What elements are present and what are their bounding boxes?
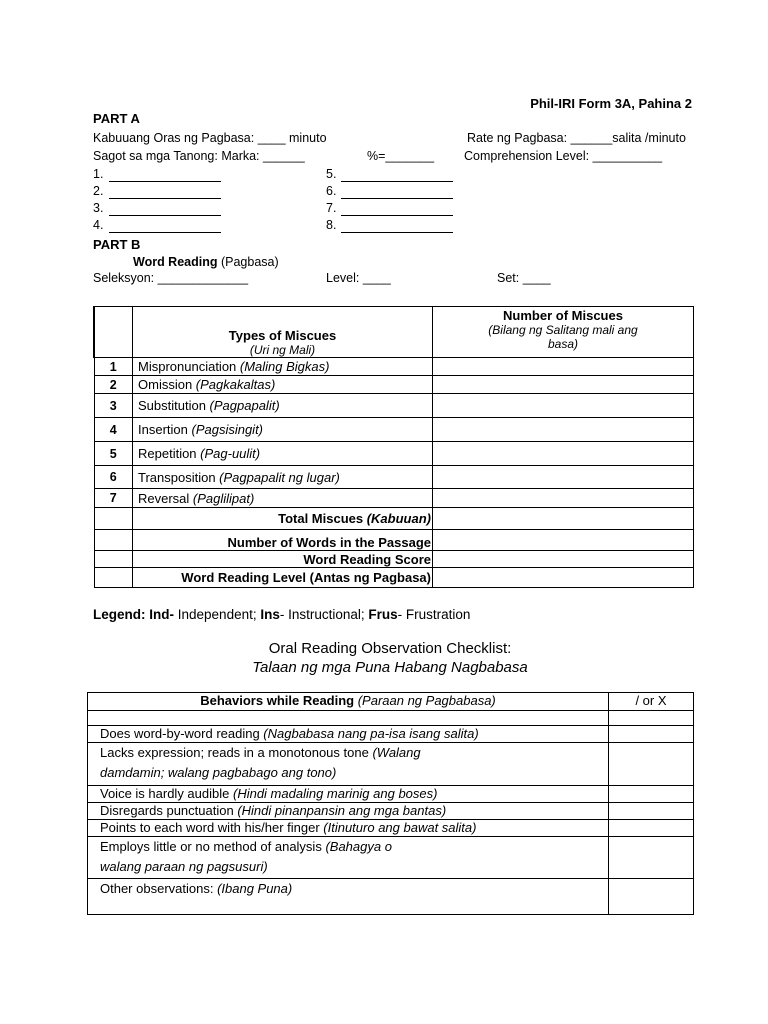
checklist-row	[88, 726, 694, 743]
answer-6-blank[interactable]	[341, 187, 453, 199]
comprehension-label: Comprehension Level:	[464, 149, 590, 163]
answer-5-blank[interactable]	[341, 170, 453, 182]
number-header-title: Number of Miscues	[503, 308, 623, 323]
table-row	[94, 489, 694, 508]
answers-line	[93, 149, 305, 163]
legend	[93, 607, 470, 622]
table-row	[94, 376, 694, 394]
miscue-type-translation: (Pagsisingit)	[191, 422, 264, 437]
table-row	[94, 394, 694, 418]
miscue-count-cell[interactable]	[433, 376, 694, 394]
part-a-heading: PART A	[93, 111, 140, 126]
miscue-count-cell[interactable]	[433, 442, 694, 466]
row-number: 3	[94, 394, 133, 418]
answer-number: 8.	[326, 218, 337, 232]
behavior-translation: (Hindi pinanpansin ang mga bantas)	[237, 803, 447, 818]
row-number-blank	[94, 508, 133, 530]
behavior-text: Disregards punctuation	[100, 803, 238, 818]
behavior-mark-cell[interactable]	[609, 786, 694, 803]
behavior-translation: (Nagbabasa nang pa-isa isang salita)	[263, 726, 479, 741]
miscue-type-translation: (Paglilipat)	[192, 490, 255, 506]
mark-header: / or X	[609, 693, 694, 711]
checklist-title: Oral Reading Observation Checklist:	[268, 640, 512, 657]
answer-8-blank[interactable]	[341, 221, 453, 233]
miscue-count-cell[interactable]	[433, 358, 694, 376]
answer-3-blank[interactable]	[109, 204, 221, 216]
behavior-mark-cell[interactable]	[609, 726, 694, 743]
word-reading-heading	[133, 255, 279, 269]
checklist-row	[88, 879, 694, 915]
row-number: 5	[94, 442, 133, 466]
reading-time-field[interactable]: ____	[257, 131, 286, 145]
behavior-text: Employs little or no method of analysis	[100, 839, 326, 854]
behavior-text: Voice is hardly audible	[100, 786, 233, 801]
answer-number: 2.	[93, 184, 104, 198]
behavior-cell	[88, 879, 609, 915]
total-label-text: Total Miscues	[278, 511, 367, 526]
checklist-blank-row	[88, 711, 694, 726]
checklist-subtitle: Talaan ng mga Puna Habang Nagbabasa	[252, 659, 528, 676]
miscue-count-cell[interactable]	[433, 466, 694, 489]
miscue-count-cell[interactable]	[433, 418, 694, 442]
miscue-type	[133, 442, 433, 466]
words-cell[interactable]	[433, 530, 694, 551]
row-number-blank	[94, 530, 133, 551]
table-row	[94, 442, 694, 466]
behavior-cell	[88, 820, 609, 837]
set-label: Set:	[497, 271, 520, 285]
miscue-type-translation: (Pag-uulit)	[200, 446, 261, 461]
answer-7-blank[interactable]	[341, 204, 453, 216]
miscue-type	[133, 489, 433, 508]
miscue-type-label: Repetition	[138, 446, 201, 461]
behavior-translation: (Ibang Puna)	[217, 881, 293, 896]
total-miscues-cell[interactable]	[433, 508, 694, 530]
reading-level-cell[interactable]	[433, 568, 694, 588]
checklist-header	[88, 693, 694, 711]
total-row	[94, 508, 694, 530]
miscue-count-cell[interactable]	[433, 394, 694, 418]
words-label: Number of Words in the Passage	[133, 530, 433, 551]
set-field[interactable]: ____	[522, 271, 551, 285]
level-line	[326, 271, 391, 285]
miscue-count-cell[interactable]	[433, 489, 694, 508]
miscue-type	[133, 466, 433, 489]
answers-label: Sagot sa mga Tanong: Marka:	[93, 149, 260, 163]
behavior-mark-cell[interactable]	[609, 879, 694, 915]
answer-3	[93, 201, 103, 215]
legend-ind-text: Independent;	[174, 607, 261, 622]
legend-ind-key: Ind-	[149, 607, 175, 622]
miscue-type-label: Mispronunciation	[138, 359, 240, 374]
legend-ins-text: - Instructional;	[279, 607, 369, 622]
set-line	[497, 271, 551, 285]
behavior-translation: (Hindi madaling marinig ang boses)	[232, 786, 438, 801]
percent-line	[367, 149, 434, 163]
rate-label: Rate ng Pagbasa:	[467, 131, 568, 145]
number-header	[433, 307, 694, 358]
miscue-type	[133, 358, 433, 376]
answer-number: 1.	[93, 167, 104, 181]
behavior-mark-cell[interactable]	[609, 803, 694, 820]
answer-7	[326, 201, 336, 215]
answer-1-blank[interactable]	[109, 170, 221, 182]
level-row	[94, 568, 694, 588]
header-blank-cell	[94, 307, 133, 358]
reading-time-label: Kabuuang Oras ng Pagbasa:	[93, 131, 255, 145]
miscue-type-translation: (Pagpapalit)	[209, 398, 280, 413]
behaviors-header-title: Behaviors while Reading	[200, 693, 355, 708]
behavior-translation-cont: walang paraan ng pagsusuri)	[100, 859, 268, 874]
checklist-row	[88, 837, 694, 879]
behavior-cell	[88, 837, 609, 879]
miscue-type	[133, 418, 433, 442]
reading-level-label: Word Reading Level (Antas ng Pagbasa)	[133, 568, 433, 588]
answer-8	[326, 218, 336, 232]
number-header-sub-1: (Bilang ng Salitang mali ang	[488, 323, 638, 337]
total-label-translation: (Kabuuan)	[366, 511, 431, 526]
behavior-translation: (Walang	[372, 745, 421, 760]
behavior-cell	[88, 786, 609, 803]
checklist-row	[88, 786, 694, 803]
comprehension-field[interactable]: __________	[592, 149, 663, 163]
answer-1	[93, 167, 103, 181]
types-header-sub: (Uri ng Mali)	[249, 343, 316, 357]
miscue-type-translation: (Pagpapalit ng lugar)	[219, 469, 340, 485]
word-reading-rest: (Pagbasa)	[217, 255, 279, 269]
miscue-type-translation: (Pagkakaltas)	[195, 377, 276, 392]
answer-2	[93, 184, 103, 198]
table-row	[94, 358, 694, 376]
level-label: Level:	[326, 271, 360, 285]
miscue-type-translation: (Maling Bigkas)	[239, 359, 330, 374]
miscue-type	[133, 394, 433, 418]
behavior-cell	[88, 726, 609, 743]
legend-ins-key: Ins	[260, 607, 280, 622]
behavior-translation: (Bahagya o	[325, 839, 392, 854]
row-number: 2	[94, 376, 133, 394]
blank-mark-cell[interactable]	[609, 711, 694, 726]
behavior-translation: (Itinuturo ang bawat salita)	[323, 820, 477, 835]
answers-field[interactable]: ______	[263, 149, 305, 163]
row-number: 4	[94, 418, 133, 442]
behavior-cell	[88, 803, 609, 820]
behaviors-header	[88, 693, 609, 711]
miscue-table-header	[94, 307, 694, 358]
miscue-type-label: Substitution	[138, 398, 210, 413]
rate-line	[467, 131, 686, 145]
checklist-table	[87, 692, 694, 915]
score-label: Word Reading Score	[133, 551, 433, 568]
behavior-text: Points to each word with his/her finger	[100, 820, 324, 835]
types-header	[133, 307, 433, 358]
miscue-type-label: Omission	[138, 377, 196, 392]
row-number: 6	[94, 466, 133, 489]
table-row	[94, 418, 694, 442]
answer-4-blank[interactable]	[109, 221, 221, 233]
answer-number: 3.	[93, 201, 104, 215]
selection-label: Seleksyon:	[93, 271, 155, 285]
behavior-mark-cell[interactable]	[609, 743, 694, 786]
behavior-cell	[88, 743, 609, 786]
answer-5	[326, 167, 336, 181]
behavior-text: Does word-by-word reading	[100, 726, 264, 741]
checklist-row	[88, 803, 694, 820]
score-row	[94, 551, 694, 568]
answer-number: 6.	[326, 184, 337, 198]
answer-6	[326, 184, 336, 198]
table-row	[94, 466, 694, 489]
answer-number: 7.	[326, 201, 337, 215]
row-number-blank	[94, 568, 133, 588]
miscue-table	[93, 306, 694, 588]
checklist-row	[88, 743, 694, 786]
miscue-type-label: Transposition	[138, 469, 220, 485]
checklist-row	[88, 820, 694, 837]
legend-frus-text: - Frustration	[397, 607, 471, 622]
behavior-mark-cell[interactable]	[609, 837, 694, 879]
legend-label: Legend:	[93, 607, 146, 622]
score-cell[interactable]	[433, 551, 694, 568]
behavior-translation-cont: damdamin; walang pagbabago ang tono)	[100, 765, 337, 780]
reading-time-unit: minuto	[289, 131, 327, 145]
behavior-text: Other observations:	[100, 881, 218, 896]
answer-number: 4.	[93, 218, 104, 232]
rate-field[interactable]: ______	[570, 131, 613, 145]
reading-time-line	[93, 131, 327, 145]
form-title: Phil-IRI Form 3A, Pahina 2	[530, 96, 692, 111]
miscue-type	[133, 376, 433, 394]
miscue-type-label: Reversal	[138, 490, 193, 506]
words-row	[94, 530, 694, 551]
number-header-sub-2: basa)	[547, 337, 579, 351]
row-number: 7	[94, 489, 133, 508]
rate-unit: salita /minuto	[612, 131, 686, 145]
level-field[interactable]: ____	[362, 271, 391, 285]
word-reading-bold: Word Reading	[133, 255, 218, 269]
types-header-title: Types of Miscues	[228, 328, 337, 343]
total-miscues-label	[133, 508, 433, 530]
behavior-mark-cell[interactable]	[609, 820, 694, 837]
selection-field[interactable]: _____________	[157, 271, 249, 285]
row-number: 1	[94, 358, 133, 376]
row-number-blank	[94, 551, 133, 568]
percent-label: %=	[367, 149, 386, 163]
answer-4	[93, 218, 103, 232]
legend-frus-key: Frus	[368, 607, 398, 622]
selection-line	[93, 271, 248, 285]
blank-behavior-cell	[88, 711, 609, 726]
behaviors-header-translation: (Paraan ng Pagbabasa)	[354, 693, 496, 708]
answer-number: 5.	[326, 167, 337, 181]
percent-field[interactable]: _______	[385, 149, 435, 163]
part-b-heading: PART B	[93, 237, 141, 252]
behavior-text: Lacks expression; reads in a monotonous tone	[100, 745, 373, 760]
miscue-type-label: Insertion	[138, 422, 192, 437]
answer-2-blank[interactable]	[109, 187, 221, 199]
comprehension-line	[464, 149, 662, 163]
